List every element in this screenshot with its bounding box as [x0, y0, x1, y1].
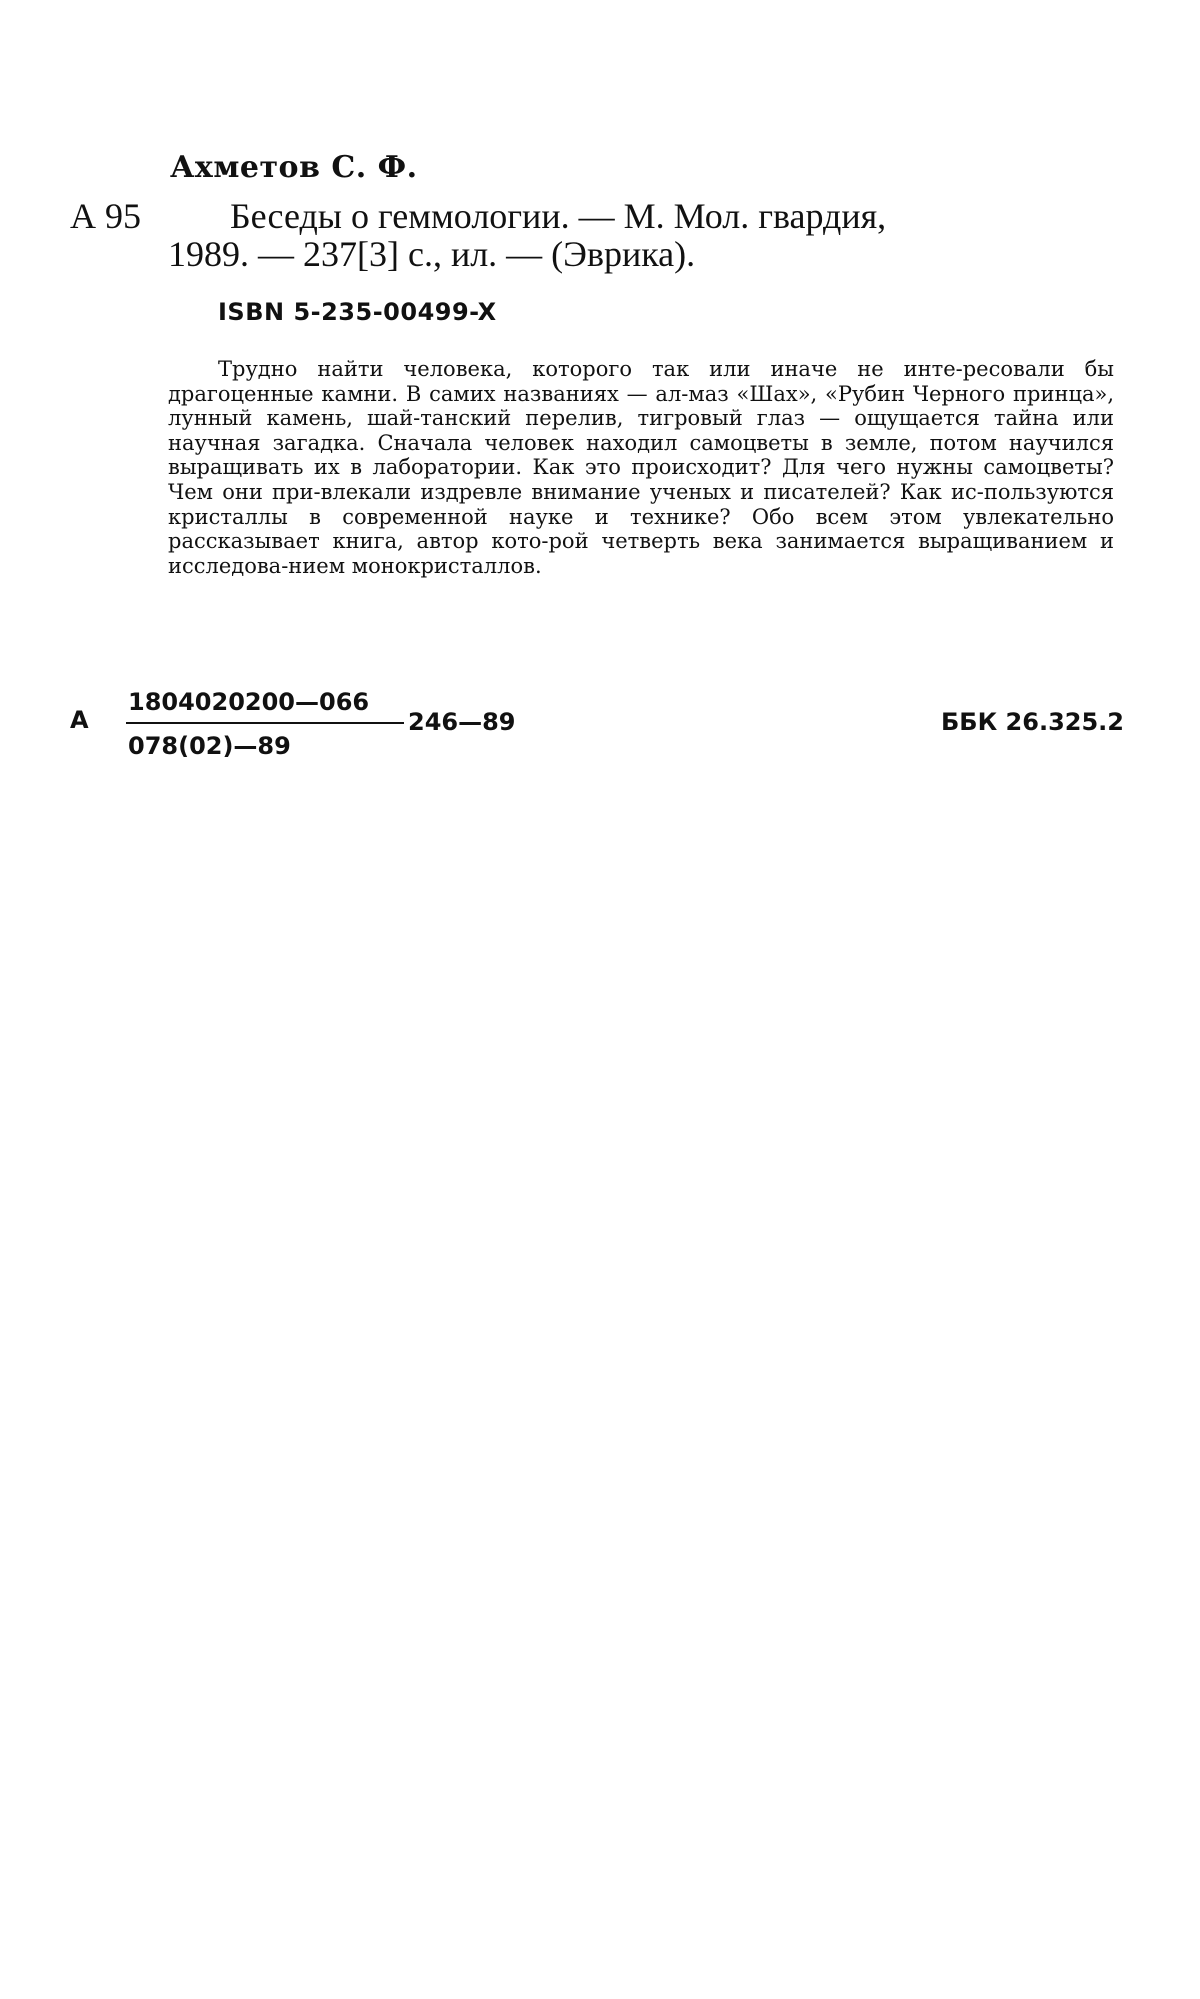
- author-name: Ахметов С. Ф.: [170, 150, 418, 185]
- classification-suffix: 246—89: [408, 708, 516, 736]
- bbk-code: ББК 26.325.2: [941, 708, 1124, 736]
- classification-denominator: 078(02)—89: [128, 732, 291, 760]
- book-annotation: Трудно найти человека, которого так или иначе не инте-ресовали бы драгоценные камни. В самих названиях — ал-маз «Шах», «Рубин Черного принца», лунный камень, шай-танский перелив, тигровый глаз — ощущается тайна или научная загадка. Сначала человек находил самоцветы в земле, потом научился выращивать их в лаборатории. Как это происходит? Для чего нужны самоцветы? Чем они при-влекали издревле внимание ученых и писателей? Как ис-пользуются кристаллы в современной науке и технике? Обо всем этом увлекательно рассказывает книга, автор кото-рой четверть века занимается выращиванием и исследова-нием монокристаллов.: [168, 357, 1114, 578]
- isbn-number: ISBN 5-235-00499-X: [218, 298, 497, 326]
- author-index-mark: А 95: [70, 196, 141, 236]
- fraction-divider: [126, 722, 404, 724]
- classification-numerator: 1804020200—066: [128, 688, 370, 716]
- book-title-line: Беседы о геммологии. — М. Мол. гвардия,: [230, 196, 887, 236]
- publication-details: 1989. — 237[3] с., ил. — (Эврика).: [168, 234, 696, 274]
- classification-letter: А: [70, 706, 89, 734]
